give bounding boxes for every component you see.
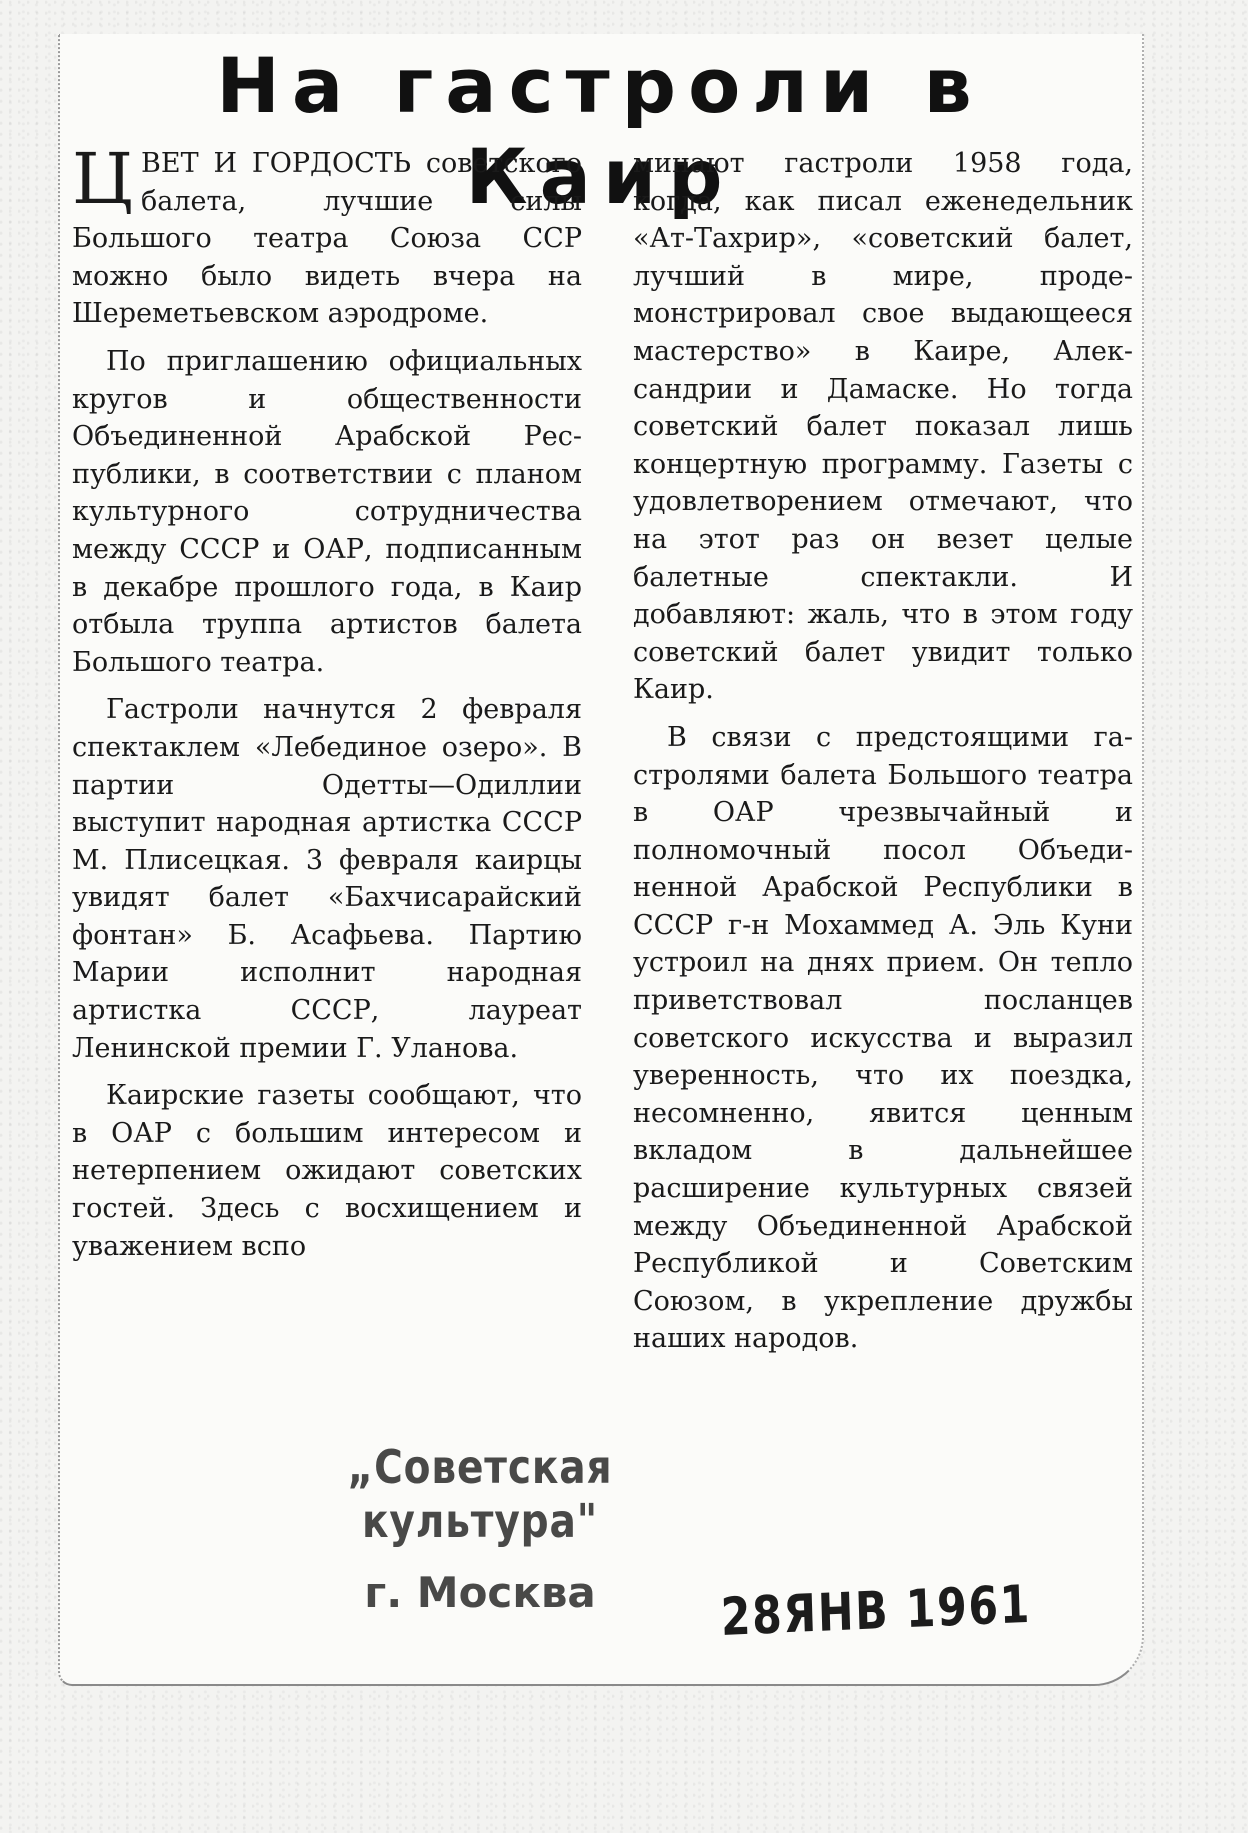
paragraph-1-text: ВЕТ И ГОРДОСТЬ советского балета, лучшие силы Большого театра Союза ССР можно было видеть вчера на Шереметьевском аэродроме. xyxy=(72,148,582,330)
headline: На гастроли в Каир xyxy=(216,41,984,222)
drop-cap: Ц xyxy=(72,138,134,220)
left-column xyxy=(72,138,582,1275)
paragraph-4: Каирские газеты сообщают, что в ОАР с большим интересом и нетерпением ожидают советских гостей. Здесь с восхищением и уважением вспо xyxy=(72,1080,582,1262)
paragraph-2: По приглашению официальных кругов и общественности Объединенной Арабской Республики, в соответствии с планом культурного сотрудничества между СССР и ОАР, подписанным в декабре прошлого года, в Каир отбыла труппа артистов балета Большого театра. xyxy=(72,345,582,678)
paragraph-1 xyxy=(72,138,582,333)
newspaper-stamp xyxy=(200,1440,760,1617)
stamp-city: г. Москва xyxy=(364,1568,596,1617)
right-column xyxy=(633,145,1133,1368)
paragraph-5: В связи с предстоящими гастролями балета Большого театра в ОАР чрезвычайный и полномочный посол Объединенной Арабской Республики в СССР г-н Мохаммед А. Эль Куни устроил на днях прием. Он тепло приветствовал посланцев советского искусства и выразил уверенность, что их поездка, несомненно, явится ценным вкладом в дальнейшее расширение культурных связей между Объединенной Арабской Республикой и Советским Союзом, в укрепление дружбы наших народов. xyxy=(633,721,1133,1355)
paragraph-3: Гастроли начнутся 2 февраля спектаклем «Лебединое озеро». В партии Одетты—Одиллии выступит народная артистка СССР М. Плисецкая. 3 февраля каирцы увидят балет «Бахчисарайский фонтан» Б. Асафьева. Партию Марии исполнит народная артистка СССР, лауреат Ленинской премии Г. Уланова. xyxy=(72,694,582,1064)
stamp-newspaper-name: „Советская культура" xyxy=(347,1440,613,1548)
paragraph-4-continued: минают гастроли 1958 года, когда, как писал еженедельник «Ат-Тахрир», «советский балет, лучший в мире, продемонстрировал свое выдающееся мастерство» в Каире, Александрии и Дамаске. Но тогда советский балет показал лишь концертную программу. Газеты с удовлетворением отмечают, что на этот раз он везет целые балетные спектакли. И добавляют: жаль, что в этом году советский балет увидит только Каир. xyxy=(633,148,1133,706)
date-stamp: 28ЯНВ 1961 xyxy=(720,1574,1032,1648)
